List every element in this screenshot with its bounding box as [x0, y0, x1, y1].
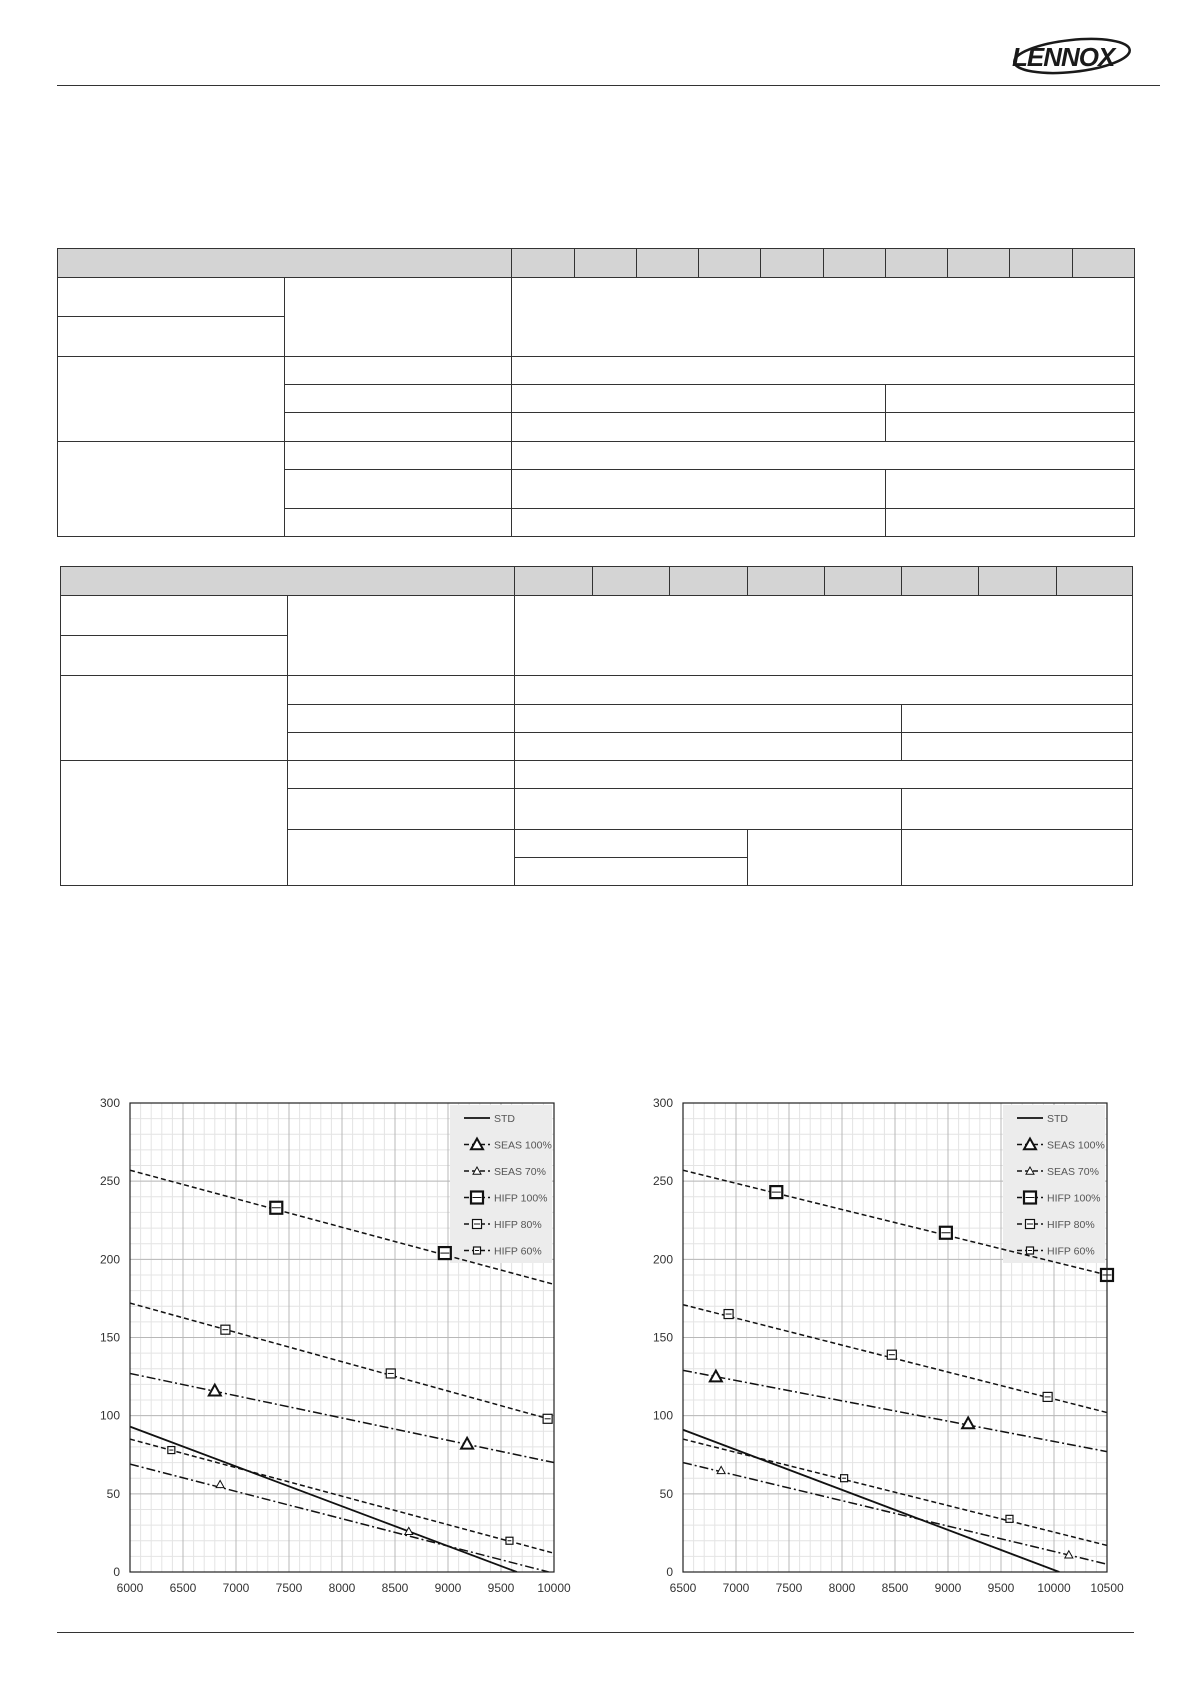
- x-tick-label: 6000: [116, 1581, 144, 1595]
- x-tick-label: 8000: [328, 1581, 356, 1595]
- y-tick-label: 200: [652, 1252, 673, 1267]
- series-line: [683, 1430, 1059, 1572]
- legend-label: HIFP 60%: [494, 1245, 542, 1258]
- header-rule: [57, 85, 1160, 86]
- y-tick-label: 100: [652, 1408, 673, 1423]
- x-tick-label: 9500: [987, 1581, 1015, 1595]
- y-tick-label: 50: [106, 1486, 120, 1501]
- data-point-marker: [216, 1480, 224, 1487]
- y-tick-label: 150: [99, 1330, 120, 1345]
- legend-box: [1003, 1105, 1105, 1263]
- x-tick-label: 7500: [775, 1581, 803, 1595]
- fan-curve-chart-right: [633, 1090, 1133, 1600]
- y-tick-label: 200: [99, 1252, 120, 1267]
- x-tick-label: 10500: [1090, 1581, 1124, 1595]
- x-tick-label: 7500: [275, 1581, 303, 1595]
- x-tick-label: 9500: [487, 1581, 515, 1595]
- x-tick-label: 6500: [169, 1581, 197, 1595]
- legend-label: SEAS 70%: [494, 1166, 546, 1178]
- legend-box: [450, 1105, 552, 1263]
- y-tick-label: 300: [652, 1096, 673, 1110]
- legend-label: STD: [1047, 1113, 1068, 1125]
- y-tick-label: 50: [659, 1486, 673, 1501]
- legend-label: STD: [494, 1113, 515, 1125]
- y-tick-label: 150: [652, 1330, 673, 1345]
- x-tick-label: 8500: [881, 1581, 909, 1595]
- y-tick-label: 100: [99, 1408, 120, 1423]
- x-tick-label: 9000: [434, 1581, 462, 1595]
- y-tick-label: 250: [99, 1174, 120, 1189]
- legend-label: SEAS 100%: [1047, 1139, 1105, 1152]
- x-tick-label: 6500: [669, 1581, 697, 1595]
- y-tick-label: 0: [666, 1565, 673, 1579]
- fan-curve-chart-left: [80, 1090, 580, 1600]
- data-point-marker: [209, 1385, 221, 1396]
- y-tick-label: 0: [113, 1565, 120, 1579]
- lennox-logo: [1002, 36, 1134, 80]
- series-line: [130, 1464, 549, 1572]
- spec-table-2: [60, 566, 1133, 886]
- legend-label: HIFP 60%: [1047, 1245, 1095, 1258]
- x-tick-label: 9000: [934, 1581, 962, 1595]
- x-tick-label: 8000: [828, 1581, 856, 1595]
- legend-entry: [1017, 1192, 1101, 1205]
- legend-label: HIFP 100%: [494, 1192, 548, 1205]
- legend-entry: [464, 1139, 552, 1152]
- legend-entry: [464, 1192, 548, 1205]
- y-tick-label: 300: [99, 1096, 120, 1110]
- legend-label: HIFP 80%: [494, 1219, 542, 1231]
- logo-text: LENNOX: [1012, 42, 1115, 72]
- series-seas-70-: [130, 1464, 549, 1572]
- legend-label: SEAS 70%: [1047, 1166, 1099, 1178]
- legend-entry: [1017, 1139, 1105, 1152]
- x-tick-label: 7000: [222, 1581, 250, 1595]
- x-tick-label: 8500: [381, 1581, 409, 1595]
- footer-rule: [57, 1632, 1134, 1633]
- table-header-band: [61, 567, 1132, 595]
- x-tick-label: 10000: [537, 1581, 571, 1595]
- spec-table-1: [57, 248, 1135, 537]
- data-point-marker: [962, 1417, 974, 1428]
- series-std: [683, 1430, 1059, 1572]
- legend-label: HIFP 100%: [1047, 1192, 1101, 1205]
- data-point-marker: [717, 1466, 725, 1473]
- table-header-band: [58, 249, 1134, 277]
- y-tick-label: 250: [652, 1174, 673, 1189]
- x-tick-label: 10000: [1037, 1581, 1071, 1595]
- legend-label: SEAS 100%: [494, 1139, 552, 1152]
- x-tick-label: 7000: [722, 1581, 750, 1595]
- legend-label: HIFP 80%: [1047, 1219, 1095, 1231]
